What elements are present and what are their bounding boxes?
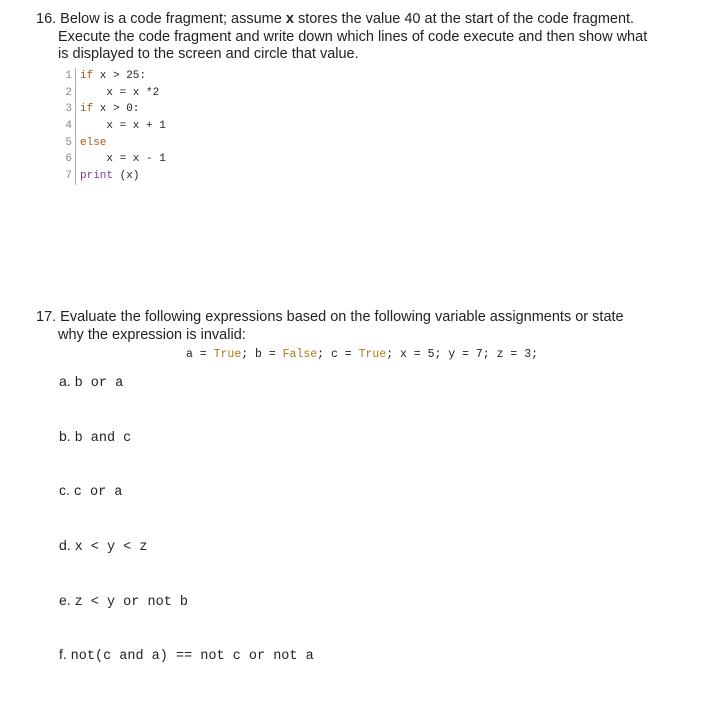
q17-line-1: 17. Evaluate the following expressions based on the following variable assignments or state [36,309,624,325]
part-b: b. b and c [59,428,132,446]
q17-line-2: why the expression is invalid: [58,326,246,343]
variable-assignments: a = True; b = False; c = True; x = 5; y = 7; z = 3; [186,348,539,361]
part-f: f. not(c and a) == not c or not a [59,646,314,664]
code-line: 2 x = x *2 [62,85,166,102]
code-fragment [62,68,166,185]
part-e: e. z < y or not b [59,592,188,610]
code-line: 5 else [62,135,166,152]
question-17-text [36,309,676,344]
part-d: d. x < y < z [59,537,148,555]
q16-line-1: 16. Below is a code fragment; assume x stores the value 40 at the start of the code fragment. [36,11,635,27]
part-c: c. c or a [59,482,123,500]
part-a: a. b or a [59,373,124,391]
code-line: 3 if x > 0: [62,101,166,118]
q16-line-3: is displayed to the screen and circle that value. [58,46,359,62]
code-line: 7 print (x) [62,168,166,185]
variable-x: x [285,11,294,27]
code-line: 6 x = x - 1 [62,151,166,168]
code-line: 4 x = x + 1 [62,118,166,135]
q16-line-2: Execute the code fragment and write down which lines of code execute and then show what [58,28,648,45]
question-16-text [36,11,676,64]
code-line: 1 if x > 25: [62,68,166,85]
